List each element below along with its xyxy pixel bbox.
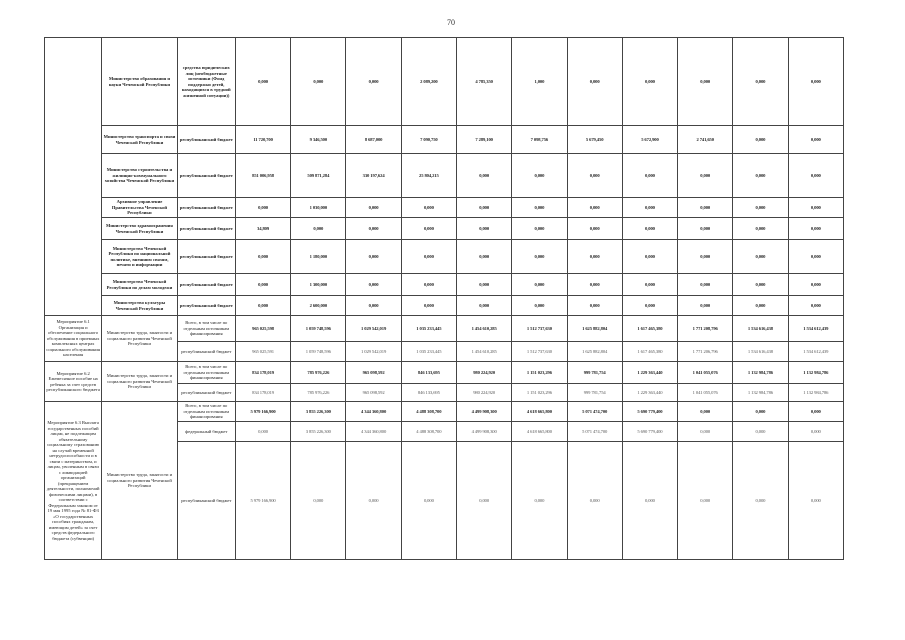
value-cell: 3 855 226,300 — [291, 402, 346, 422]
org-cell: Министерство транспорта и связи Чеченской Республики — [102, 126, 177, 154]
value-cell: 3 855 226,300 — [291, 422, 346, 442]
value-cell: 1 041 055,076 — [678, 384, 733, 402]
measure-cell: Мероприятие 6.1 Организация и обеспечение социального обслуживания в приемных комплексных центрах социального обслуживания населения — [45, 316, 102, 362]
org-cell: Министерство культуры Чеченской Республики — [102, 296, 177, 316]
value-cell: 999 781,754 — [567, 384, 622, 402]
value-cell: 0,000 — [346, 442, 401, 560]
value-cell: 0,000 — [733, 126, 788, 154]
value-cell: 980 224,920 — [457, 384, 512, 402]
value-cell: 0,000 — [457, 198, 512, 218]
table-row — [45, 218, 844, 240]
value-cell: 25 804,215 — [401, 154, 456, 198]
value-cell: 0,000 — [733, 422, 788, 442]
value-cell: 0,000 — [512, 442, 567, 560]
value-cell: 0,000 — [235, 198, 290, 218]
source-cell: республиканский бюджет — [177, 384, 235, 402]
table-row — [45, 126, 844, 154]
value-cell: 1 151 023,296 — [512, 362, 567, 384]
value-cell: 0,000 — [788, 422, 843, 442]
value-cell: 0,000 — [567, 154, 622, 198]
value-cell: 0,000 — [622, 38, 677, 126]
source-cell: Всего, в том числе по отдельным источникам финансирования — [177, 316, 235, 342]
value-cell: 5 679,450 — [567, 126, 622, 154]
table-row — [45, 240, 844, 274]
value-cell: 0,000 — [512, 154, 567, 198]
value-cell: 1 617 465,380 — [622, 342, 677, 362]
value-cell: 0,000 — [401, 442, 456, 560]
value-cell: 0,000 — [733, 402, 788, 422]
value-cell: 4 344 360,800 — [346, 402, 401, 422]
value-cell: 5 690 779,400 — [622, 422, 677, 442]
value-cell: 0,000 — [733, 198, 788, 218]
value-cell: 0,000 — [235, 38, 290, 126]
value-cell: 0,000 — [457, 240, 512, 274]
value-cell: 7 289,100 — [457, 126, 512, 154]
value-cell: 1 454 610,285 — [457, 342, 512, 362]
value-cell: 1 534 616,438 — [733, 316, 788, 342]
value-cell: 0,000 — [788, 402, 843, 422]
org-cell: Министерство труда, занятости и социального развития Чеченской Республики — [102, 316, 177, 362]
value-cell: 0,000 — [733, 218, 788, 240]
value-cell: 785 976,226 — [291, 384, 346, 402]
value-cell: 965 025,591 — [235, 342, 290, 362]
value-cell: 0,000 — [622, 442, 677, 560]
value-cell: 1 132 984,786 — [788, 362, 843, 384]
value-cell: 4 618 665,800 — [512, 422, 567, 442]
value-cell: 0,000 — [678, 274, 733, 296]
value-cell: 0,000 — [788, 38, 843, 126]
value-cell: 0,000 — [678, 296, 733, 316]
table-row — [45, 362, 844, 384]
value-cell: 0,000 — [733, 240, 788, 274]
value-cell: 1 029 542,019 — [346, 316, 401, 342]
value-cell: 1 229 363,440 — [622, 384, 677, 402]
value-cell: 0,000 — [678, 38, 733, 126]
value-cell: 0,000 — [401, 296, 456, 316]
value-cell: 0,000 — [733, 274, 788, 296]
value-cell: 0,000 — [788, 218, 843, 240]
value-cell: 5 071 474,700 — [567, 422, 622, 442]
value-cell: 0,000 — [678, 402, 733, 422]
value-cell: 2 600,000 — [291, 296, 346, 316]
value-cell: 11 720,700 — [235, 126, 290, 154]
value-cell: 4 499 908,300 — [457, 402, 512, 422]
page-number: 70 — [447, 18, 455, 27]
value-cell: 34,809 — [235, 218, 290, 240]
value-cell: 1 771 206,796 — [678, 342, 733, 362]
value-cell: 4 488 308,700 — [401, 422, 456, 442]
value-cell: 1 454 610,285 — [457, 316, 512, 342]
value-cell: 4 499 908,300 — [457, 422, 512, 442]
value-cell: 0,000 — [512, 240, 567, 274]
value-cell: 1 512 737,630 — [512, 342, 567, 362]
value-cell: 0,000 — [622, 240, 677, 274]
value-cell: 0,000 — [788, 296, 843, 316]
value-cell: 846 133,695 — [401, 362, 456, 384]
value-cell: 4 785,350 — [457, 38, 512, 126]
value-cell: 0,000 — [346, 218, 401, 240]
value-cell: 0,000 — [235, 296, 290, 316]
value-cell: 5 672,900 — [622, 126, 677, 154]
value-cell: 0,000 — [512, 296, 567, 316]
value-cell: 0,000 — [567, 198, 622, 218]
org-cell: Министерство Чеченской Республики по национальной политике, внешним связям, печати и информации — [102, 240, 177, 274]
value-cell: 1 617 465,380 — [622, 316, 677, 342]
value-cell: 0,000 — [678, 198, 733, 218]
value-cell: 965 025,598 — [235, 316, 290, 342]
value-cell: 5 071 474,700 — [567, 402, 622, 422]
org-cell: Министерство образования и науки Чеченской Республики — [102, 38, 177, 126]
source-cell: Всего, в том числе по отдельным источникам финансирования — [177, 362, 235, 384]
value-cell: 785 976,226 — [291, 362, 346, 384]
value-cell: 0,000 — [788, 274, 843, 296]
value-cell: 2 089,200 — [401, 38, 456, 126]
value-cell: 1 512 737,630 — [512, 316, 567, 342]
table-row — [45, 38, 844, 126]
table-row — [45, 274, 844, 296]
value-cell: 1 059 748,596 — [291, 342, 346, 362]
value-cell: 0,000 — [567, 218, 622, 240]
value-cell: 0,000 — [291, 442, 346, 560]
value-cell: 1 151 023,296 — [512, 384, 567, 402]
source-cell: республиканский бюджет — [177, 198, 235, 218]
value-cell: 0,000 — [678, 422, 733, 442]
value-cell: 1 625 882,804 — [567, 316, 622, 342]
value-cell: 0,000 — [733, 38, 788, 126]
value-cell: 7 090,750 — [401, 126, 456, 154]
value-cell: 834 178,019 — [235, 384, 290, 402]
value-cell: 4 488 308,700 — [401, 402, 456, 422]
value-cell: 0,000 — [678, 154, 733, 198]
source-cell: республиканский бюджет — [177, 296, 235, 316]
value-cell: 0,000 — [401, 198, 456, 218]
value-cell: 1 625 882,804 — [567, 342, 622, 362]
measure-cell: Мероприятие 6.3 Выплата государственных пособий лицам, не подлежащим обязательному социальному страхованию на случай временной нетрудоспособности и в связи с материнством, и лицам, уволенным в связи с ликвидацией организаций (прекращением деятельности, полномочий физическими лицами), в соответствии с Федеральным законом от 19 мая 1995 года № 81-ФЗ «О государственных пособиях гражданам, имеющим детей» за счет средств федерального бюджета (субвенции) — [45, 402, 102, 560]
source-cell: средства юридических лиц (необюджетные источники (Фонд поддержки детей, находящихся в трудной жизненной ситуации)) — [177, 38, 235, 126]
value-cell: 965 098,592 — [346, 362, 401, 384]
value-cell: 0,000 — [346, 38, 401, 126]
value-cell: 0,000 — [733, 296, 788, 316]
value-cell: 0,000 — [401, 240, 456, 274]
source-cell: республиканский бюджет — [177, 442, 235, 560]
value-cell: 0,000 — [401, 274, 456, 296]
value-cell: 0,000 — [346, 296, 401, 316]
value-cell: 0,000 — [512, 218, 567, 240]
value-cell: 0,000 — [457, 296, 512, 316]
source-cell: Всего, в том числе по отдельным источникам финансирования — [177, 402, 235, 422]
value-cell: 0,000 — [622, 198, 677, 218]
value-cell: 1 534 612,439 — [788, 316, 843, 342]
value-cell: 1 300,000 — [291, 274, 346, 296]
source-cell: федеральный бюджет — [177, 422, 235, 442]
value-cell: 980 224,920 — [457, 362, 512, 384]
value-cell: 0,000 — [346, 198, 401, 218]
value-cell: 1 534 616,438 — [733, 342, 788, 362]
value-cell: 0,000 — [567, 442, 622, 560]
table-row — [45, 316, 844, 342]
source-cell: республиканский бюджет — [177, 342, 235, 362]
source-cell: республиканский бюджет — [177, 274, 235, 296]
value-cell: 330 197,624 — [346, 154, 401, 198]
value-cell: 0,000 — [733, 154, 788, 198]
org-cell: Министерство Чеченской Республики по делам молодежи — [102, 274, 177, 296]
value-cell: 0,000 — [567, 38, 622, 126]
value-cell: 0,000 — [512, 274, 567, 296]
value-cell: 5 690 779,400 — [622, 402, 677, 422]
value-cell: 1 030,000 — [291, 198, 346, 218]
value-cell: 0,000 — [291, 38, 346, 126]
value-cell: 0,000 — [678, 442, 733, 560]
value-cell: 1 132 984,786 — [733, 362, 788, 384]
value-cell: 1 029 542,019 — [346, 342, 401, 362]
value-cell: 0,000 — [622, 218, 677, 240]
value-cell: 0,000 — [567, 274, 622, 296]
value-cell: 1 035 233,445 — [401, 342, 456, 362]
value-cell: 0,000 — [457, 154, 512, 198]
value-cell: 0,000 — [788, 126, 843, 154]
value-cell: 1,000 — [512, 38, 567, 126]
value-cell: 0,000 — [457, 218, 512, 240]
value-cell: 851 006,958 — [235, 154, 290, 198]
value-cell: 8 687,000 — [346, 126, 401, 154]
value-cell: 1 041 055,076 — [678, 362, 733, 384]
value-cell: 0,000 — [788, 198, 843, 218]
source-cell: республиканский бюджет — [177, 126, 235, 154]
value-cell: 0,000 — [622, 274, 677, 296]
source-cell: республиканский бюджет — [177, 218, 235, 240]
value-cell: 0,000 — [678, 218, 733, 240]
value-cell: 0,000 — [235, 274, 290, 296]
table-row — [45, 296, 844, 316]
table-row — [45, 198, 844, 218]
org-cell: Министерство здравоохранения Чеченской Республики — [102, 218, 177, 240]
value-cell: 4 344 360,800 — [346, 422, 401, 442]
value-cell: 4 618 665,800 — [512, 402, 567, 422]
value-cell: 1 035 233,445 — [401, 316, 456, 342]
org-cell: Министерство труда, занятости и социального развития Чеченской Республики — [102, 402, 177, 560]
value-cell: 7 098,756 — [512, 126, 567, 154]
value-cell: 5 979 166,900 — [235, 402, 290, 422]
org-cell: Министерство труда, занятости и социального развития Чеченской Республики — [102, 362, 177, 402]
value-cell: 0,000 — [622, 154, 677, 198]
value-cell: 509 871,284 — [291, 154, 346, 198]
value-cell: 0,000 — [622, 296, 677, 316]
value-cell: 1 132 984,786 — [733, 384, 788, 402]
value-cell: 0,000 — [567, 240, 622, 274]
org-cell: Министерство строительства и жилищно-коммунального хозяйства Чеченской Республики — [102, 154, 177, 198]
table-row — [45, 154, 844, 198]
value-cell: 0,000 — [401, 218, 456, 240]
value-cell: 1 229 363,440 — [622, 362, 677, 384]
value-cell: 0,000 — [788, 240, 843, 274]
value-cell: 0,000 — [346, 240, 401, 274]
measure-cell-empty — [45, 38, 102, 316]
value-cell: 999 781,754 — [567, 362, 622, 384]
value-cell: 0,000 — [512, 198, 567, 218]
value-cell: 0,000 — [235, 240, 290, 274]
org-cell: Архивное управление Правительства Чеченской Республики — [102, 198, 177, 218]
value-cell: 0,000 — [346, 274, 401, 296]
value-cell: 9 346,500 — [291, 126, 346, 154]
measure-cell: Мероприятие 6.2 Ежемесячное пособие на ребенка за счет средств республиканского бюджета — [45, 362, 102, 402]
value-cell: 0,000 — [788, 442, 843, 560]
value-cell: 1 059 748,596 — [291, 316, 346, 342]
value-cell: 0,000 — [291, 218, 346, 240]
value-cell: 965 098,592 — [346, 384, 401, 402]
value-cell: 0,000 — [678, 240, 733, 274]
value-cell: 1 771 208,796 — [678, 316, 733, 342]
value-cell: 834 178,019 — [235, 362, 290, 384]
value-cell: 1 180,000 — [291, 240, 346, 274]
source-cell: республиканский бюджет — [177, 154, 235, 198]
value-cell: 1 132 984,786 — [788, 384, 843, 402]
value-cell: 0,000 — [235, 422, 290, 442]
financing-table — [44, 37, 844, 560]
value-cell: 1 534 612,439 — [788, 342, 843, 362]
value-cell: 2 741,650 — [678, 126, 733, 154]
table-row — [45, 402, 844, 422]
source-cell: республиканский бюджет — [177, 240, 235, 274]
value-cell: 0,000 — [733, 442, 788, 560]
value-cell: 0,000 — [788, 154, 843, 198]
value-cell: 0,000 — [567, 296, 622, 316]
value-cell: 5 979 166,900 — [235, 442, 290, 560]
value-cell: 0,000 — [457, 442, 512, 560]
value-cell: 0,000 — [457, 274, 512, 296]
value-cell: 846 133,695 — [401, 384, 456, 402]
